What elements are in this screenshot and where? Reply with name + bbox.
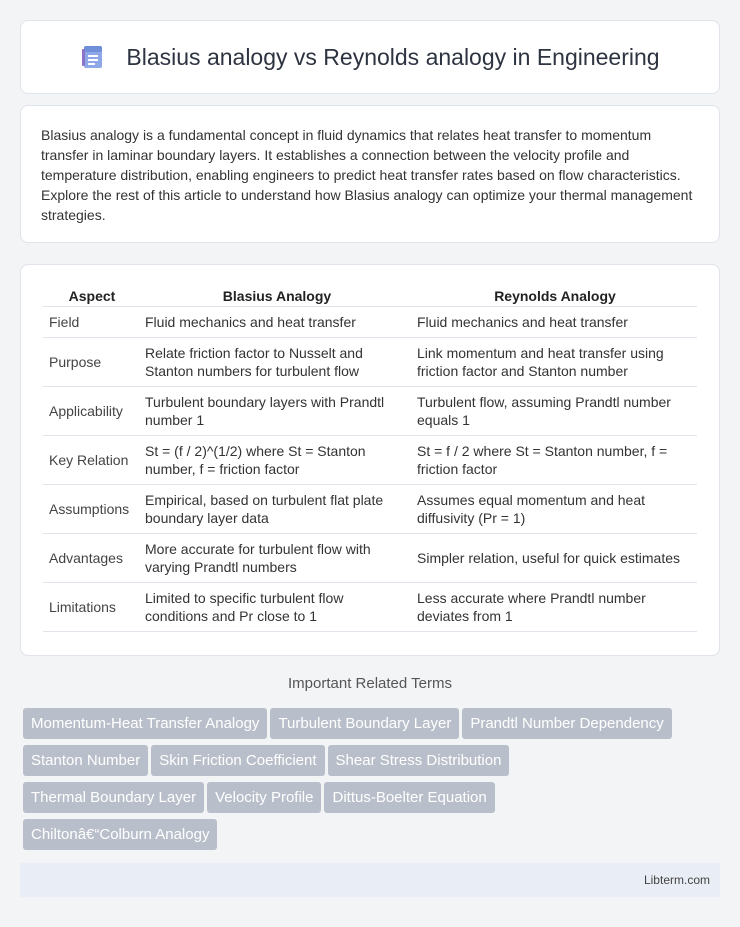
intro-card xyxy=(20,105,720,243)
title-card xyxy=(20,20,720,94)
aspect-cell: Applicability xyxy=(43,387,141,436)
related-term-tag[interactable]: Shear Stress Distribution xyxy=(328,745,510,776)
related-term-tag[interactable]: Skin Friction Coefficient xyxy=(151,745,324,776)
page-title: Blasius analogy vs Reynolds analogy in Engineering xyxy=(126,43,660,70)
header-reynolds: Reynolds Analogy xyxy=(413,285,697,307)
aspect-cell: Assumptions xyxy=(43,485,141,534)
blasius-cell: Limited to specific turbulent flow conditions and Pr close to 1 xyxy=(141,583,413,632)
table-row xyxy=(43,387,697,436)
reynolds-cell: Assumes equal momentum and heat diffusivity (Pr = 1) xyxy=(413,485,697,534)
blasius-cell: Empirical, based on turbulent flat plate boundary layer data xyxy=(141,485,413,534)
related-term-tag[interactable]: Thermal Boundary Layer xyxy=(23,782,204,813)
aspect-cell: Field xyxy=(43,307,141,338)
related-term-tag[interactable]: Dittus-Boelter Equation xyxy=(324,782,494,813)
header-blasius: Blasius Analogy xyxy=(141,285,413,307)
related-term-tag[interactable]: Chiltonâ€“Colburn Analogy xyxy=(23,819,217,850)
reynolds-cell: Fluid mechanics and heat transfer xyxy=(413,307,697,338)
related-term-tag[interactable]: Velocity Profile xyxy=(207,782,321,813)
table-row xyxy=(43,583,697,632)
related-terms-title: Important Related Terms xyxy=(288,675,452,692)
header-aspect: Aspect xyxy=(43,285,141,307)
aspect-cell: Purpose xyxy=(43,338,141,387)
table-header-row xyxy=(43,285,697,307)
related-term-tag[interactable]: Prandtl Number Dependency xyxy=(462,708,671,739)
comparison-table xyxy=(43,285,697,632)
blasius-cell: Turbulent boundary layers with Prandtl number 1 xyxy=(141,387,413,436)
blasius-cell: St = (f / 2)^(1/2) where St = Stanton number, f = friction factor xyxy=(141,436,413,485)
table-row xyxy=(43,485,697,534)
reynolds-cell: St = f / 2 where St = Stanton number, f = friction factor xyxy=(413,436,697,485)
aspect-cell: Key Relation xyxy=(43,436,141,485)
aspect-cell: Advantages xyxy=(43,534,141,583)
blasius-cell: Fluid mechanics and heat transfer xyxy=(141,307,413,338)
footer-site-link[interactable]: Libterm.com xyxy=(643,873,710,887)
table-row xyxy=(43,534,697,583)
aspect-cell: Limitations xyxy=(43,583,141,632)
reynolds-cell: Less accurate where Prandtl number deviates from 1 xyxy=(413,583,697,632)
related-term-tag[interactable]: Momentum-Heat Transfer Analogy xyxy=(23,708,267,739)
reynolds-cell: Simpler relation, useful for quick estimates xyxy=(413,534,697,583)
document-icon xyxy=(80,44,106,70)
intro-text: Blasius analogy is a fundamental concept in fluid dynamics that relates heat transfer to momentum transfer in laminar boundary layers. It establishes a connection between the velocity profile and temperature distribution, enabling engineers to predict heat transfer rates based on flow characteristics. Explore the rest of this article to understand how Blasius analogy can optimize your thermal management strategies. xyxy=(41,127,693,223)
comparison-card xyxy=(20,264,720,656)
blasius-cell: Relate friction factor to Nusselt and Stanton numbers for turbulent flow xyxy=(141,338,413,387)
table-row xyxy=(43,436,697,485)
reynolds-cell: Turbulent flow, assuming Prandtl number equals 1 xyxy=(413,387,697,436)
related-terms-list xyxy=(23,708,723,856)
blasius-cell: More accurate for turbulent flow with varying Prandtl numbers xyxy=(141,534,413,583)
related-term-tag[interactable]: Stanton Number xyxy=(23,745,148,776)
table-row xyxy=(43,338,697,387)
related-term-tag[interactable]: Turbulent Boundary Layer xyxy=(270,708,459,739)
footer xyxy=(20,863,720,897)
reynolds-cell: Link momentum and heat transfer using friction factor and Stanton number xyxy=(413,338,697,387)
table-row xyxy=(43,307,697,338)
